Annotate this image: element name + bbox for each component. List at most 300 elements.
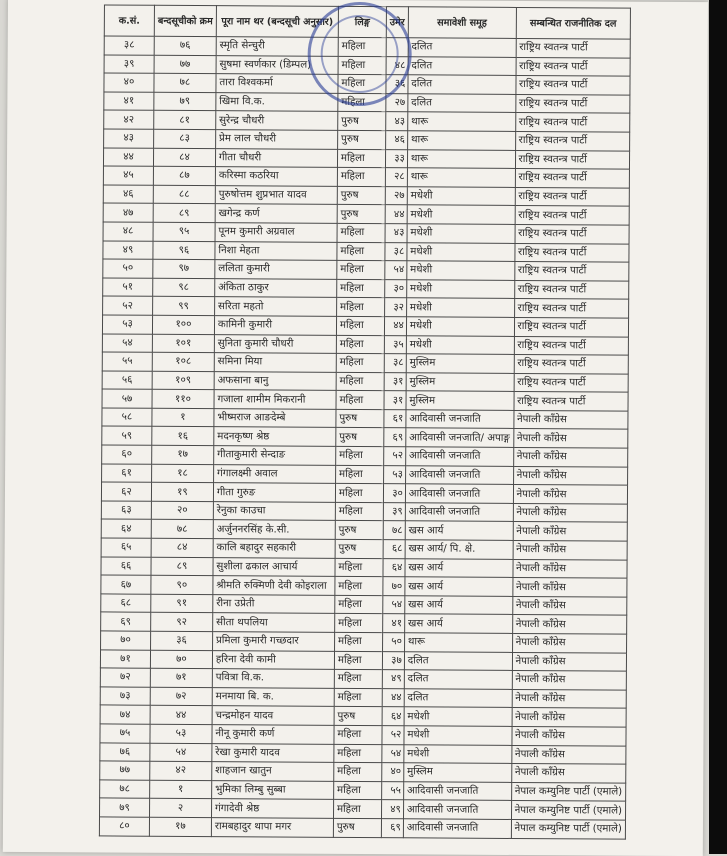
table-body	[99, 36, 630, 839]
serial-cell: ६६	[101, 557, 151, 576]
age-cell: ३७	[382, 651, 404, 670]
age-cell: ४३	[385, 224, 407, 243]
gender-cell: महिला	[334, 763, 382, 782]
name-cell: रामबहादुर थापा मगर	[211, 818, 333, 837]
list-order-cell: ९०	[151, 575, 213, 594]
party-cell: राष्ट्रिय स्वतन्त्र पार्टी	[514, 336, 629, 355]
age-cell: ५५	[382, 781, 404, 800]
name-cell: पुरुषोत्तम शुप्रभात यादव	[215, 185, 337, 204]
gender-cell: महिला	[335, 558, 383, 577]
gender-cell: महिला	[338, 37, 386, 56]
gender-cell: महिला	[336, 391, 384, 410]
list-order-cell: ८९	[153, 204, 215, 223]
name-cell: प्रेम लाल चौधरी	[215, 130, 337, 149]
party-cell: नेपाली काँग्रेस	[513, 466, 628, 485]
age-cell	[386, 38, 408, 57]
group-cell: आदिवासी जनजाति	[403, 800, 511, 819]
party-cell: राष्ट्रिय स्वतन्त्र पार्टी	[515, 169, 630, 188]
name-cell: कामिनी कुमारी	[214, 316, 336, 335]
gender-cell: महिला	[335, 465, 383, 484]
age-cell: ५२	[382, 726, 404, 745]
group-cell: मुस्लिम	[406, 391, 514, 410]
list-order-cell: ७७	[154, 55, 216, 74]
list-order-cell: ३६	[151, 631, 213, 650]
party-cell: नेपाली काँग्रेस	[513, 522, 628, 541]
party-cell: राष्ट्रिय स्वतन्त्र पार्टी	[515, 187, 630, 206]
table-row	[99, 817, 625, 839]
group-cell: आदिवासी जनजाति/ अपाङ्ग	[406, 428, 514, 447]
serial-cell: ७६	[100, 743, 150, 762]
list-order-cell: ९५	[153, 222, 215, 241]
serial-cell: ४९	[103, 240, 153, 259]
serial-cell: ७२	[100, 668, 150, 687]
party-cell: राष्ट्रिय स्वतन्त्र पार्टी	[516, 57, 631, 76]
name-cell: हरिना देवी कामी	[212, 650, 334, 669]
group-cell: आदिवासी जनजाति	[403, 782, 511, 801]
party-cell: राष्ट्रिय स्वतन्त्र पार्टी	[514, 262, 629, 281]
name-cell: सीता थपलिया	[213, 613, 335, 632]
name-cell: खिमा वि.क.	[216, 92, 338, 111]
header-full-name: पूरा नाम थर (बन्दसूची अनुसार)	[216, 6, 338, 38]
list-order-cell: ९६	[153, 241, 215, 260]
party-cell: राष्ट्रिय स्वतन्त्र पार्टी	[514, 243, 629, 262]
group-cell: मधेशी	[404, 726, 512, 745]
group-cell: दलित	[408, 56, 516, 75]
name-cell: समिना मिया	[214, 353, 336, 372]
name-cell: सरिता महतो	[214, 297, 336, 316]
serial-cell: ६५	[101, 538, 151, 557]
gender-cell: पुरुष	[336, 409, 384, 428]
group-cell: थारू	[404, 633, 512, 652]
party-cell: नेपाल कम्युनिष्ट पार्टी (एमाले)	[511, 819, 626, 838]
group-cell: थारू	[407, 149, 515, 168]
name-cell: अर्जुननरसिंह के.सी.	[213, 520, 335, 539]
gender-cell: पुरुष	[337, 186, 385, 205]
name-cell: सुरेन्द्र चौधरी	[216, 111, 338, 130]
age-cell: ५४	[382, 744, 404, 763]
list-order-cell: २०	[151, 501, 213, 520]
list-order-cell: ८४	[151, 538, 213, 557]
list-order-cell: ८८	[153, 185, 215, 204]
gender-cell: पुरुष	[335, 539, 383, 558]
name-cell: सुनिता कुमारी चौधरी	[214, 334, 336, 353]
serial-cell: ५१	[103, 278, 153, 297]
list-order-cell: ८७	[153, 166, 215, 185]
age-cell: ३६	[386, 75, 408, 94]
list-order-cell: १	[150, 780, 212, 799]
list-order-cell: ४२	[150, 761, 212, 780]
name-cell: पूनम कुमारी अग्रवाल	[215, 223, 337, 242]
list-order-cell: ७६	[154, 36, 216, 55]
age-cell: ३०	[385, 279, 407, 298]
age-cell: ७०	[383, 577, 405, 596]
group-cell: खस आर्य/ पि. क्षे.	[405, 540, 513, 559]
group-cell: मधेशी	[407, 224, 515, 243]
party-cell: नेपाली काँग्रेस	[512, 689, 627, 708]
party-cell: राष्ट्रिय स्वतन्त्र पार्टी	[515, 113, 630, 132]
age-cell: ४९	[382, 670, 404, 689]
party-cell: नेपाली काँग्रेस	[513, 410, 628, 429]
group-cell: मधेशी	[407, 242, 515, 261]
gender-cell: महिला	[337, 279, 385, 298]
gender-cell: महिला	[335, 577, 383, 596]
serial-cell: ५२	[103, 296, 153, 315]
name-cell: स्मृति सेन्चुरी	[216, 37, 338, 56]
age-cell: ३८	[384, 354, 406, 373]
list-order-cell: ५३	[150, 724, 212, 743]
party-cell: नेपाल कम्युनिष्ट पार्टी (एमाले)	[511, 801, 626, 820]
header-gender: लिङ्ग	[338, 6, 386, 37]
list-order-cell: ११०	[152, 390, 214, 409]
list-order-cell: १०८	[152, 352, 214, 371]
serial-cell: ३९	[104, 55, 154, 74]
age-cell: २७	[385, 186, 407, 205]
age-cell: ३८	[385, 242, 407, 261]
table-header-row	[104, 5, 630, 39]
name-cell: अफसाना बानु	[214, 371, 336, 390]
list-order-cell: ९२	[151, 613, 213, 632]
party-cell: राष्ट्रिय स्वतन्त्र पार्टी	[515, 76, 630, 95]
group-cell: आदिवासी जनजाति	[405, 465, 513, 484]
list-order-cell: ७२	[150, 687, 212, 706]
party-cell: नेपाली काँग्रेस	[513, 429, 628, 448]
party-cell: राष्ट्रिय स्वतन्त्र पार्टी	[515, 150, 630, 169]
name-cell: रीना उप्रेती	[213, 594, 335, 613]
group-cell: खस आर्य	[405, 521, 513, 540]
age-cell: ६४	[382, 707, 404, 726]
age-cell: ३२	[384, 298, 406, 317]
party-cell: नेपाल कम्युनिष्ट पार्टी (एमाले)	[511, 782, 626, 801]
group-cell: दलित	[408, 38, 516, 57]
serial-cell: ८०	[99, 817, 149, 836]
gender-cell: महिला	[334, 725, 382, 744]
serial-cell: ६४	[101, 519, 151, 538]
serial-cell: ६८	[101, 594, 151, 613]
age-cell: ५२	[384, 447, 406, 466]
gender-cell: महिला	[337, 242, 385, 261]
age-cell: ४४	[385, 205, 407, 224]
party-cell: राष्ट्रिय स्वतन्त्र पार्टी	[514, 317, 629, 336]
serial-cell: ४३	[104, 129, 154, 148]
age-cell: ४४	[382, 688, 404, 707]
name-cell: मदनकृष्ण श्रेष्ठ	[214, 427, 336, 446]
party-cell: नेपाली काँग्रेस	[512, 652, 627, 671]
candidate-table	[99, 4, 631, 839]
list-order-cell: ७१	[150, 668, 212, 687]
group-cell: आदिवासी जनजाति	[405, 447, 513, 466]
name-cell: गंगादेवी श्रेष्ठ	[211, 799, 333, 818]
serial-cell: ५५	[102, 352, 152, 371]
list-order-cell: १७	[152, 445, 214, 464]
party-cell: नेपाली काँग्रेस	[511, 764, 626, 783]
list-order-cell: ७८	[154, 73, 216, 92]
group-cell: थारू	[408, 112, 516, 131]
name-cell: श्रीमति रुक्मिणी देवी कोइराला	[213, 576, 335, 595]
group-cell: दलित	[408, 94, 516, 113]
gender-cell: महिला	[333, 800, 381, 819]
serial-cell: ७७	[100, 761, 150, 780]
list-order-cell: १	[152, 408, 214, 427]
serial-cell: ६७	[101, 575, 151, 594]
party-cell: नेपाली काँग्रेस	[513, 448, 628, 467]
name-cell: खगेन्द्र कर्ण	[215, 204, 337, 223]
list-order-cell: १०९	[152, 371, 214, 390]
name-cell: गीता चौधरी	[215, 148, 337, 167]
gender-cell: महिला	[336, 353, 384, 372]
name-cell: तारा विश्वकर्मा	[216, 74, 338, 93]
serial-cell: ६९	[101, 612, 151, 631]
group-cell: खस आर्य	[405, 596, 513, 615]
party-cell: राष्ट्रिय स्वतन्त्र पार्टी	[514, 373, 629, 392]
list-order-cell: ४४	[150, 706, 212, 725]
name-cell: प्रमिला कुमारी गच्छदार	[212, 632, 334, 651]
party-cell: नेपाली काँग्रेस	[512, 596, 627, 615]
list-order-cell: ७९	[154, 92, 216, 111]
gender-cell: महिला	[335, 484, 383, 503]
list-order-cell: ९८	[153, 278, 215, 297]
group-cell: दलित	[404, 670, 512, 689]
gender-cell: महिला	[338, 75, 386, 94]
age-cell: ६९	[384, 428, 406, 447]
serial-cell: ७९	[100, 798, 150, 817]
party-cell: नेपाली काँग्रेस	[512, 615, 627, 634]
name-cell: चन्द्रमोहन यादव	[212, 706, 334, 725]
serial-cell: ७०	[101, 631, 151, 650]
list-order-cell: ८१	[154, 111, 216, 130]
group-cell: थारू	[407, 168, 515, 187]
gender-cell: पुरुष	[335, 521, 383, 540]
group-cell: मधेशी	[407, 187, 515, 206]
party-cell: नेपाली काँग्रेस	[512, 633, 627, 652]
serial-cell: ४८	[103, 222, 153, 241]
age-cell: ३१	[384, 391, 406, 410]
age-cell: ३१	[384, 372, 406, 391]
list-order-cell: ५४	[150, 743, 212, 762]
party-cell: नेपाली काँग्रेस	[513, 559, 628, 578]
serial-cell: ६३	[101, 501, 151, 520]
party-cell: राष्ट्रिय स्वतन्त्र पार्टी	[515, 206, 630, 225]
party-cell: नेपाली काँग्रेस	[512, 708, 627, 727]
party-cell: नेपाली काँग्रेस	[513, 503, 628, 522]
document-page	[3, 0, 708, 856]
party-cell: राष्ट्रिय स्वतन्त्र पार्टी	[515, 94, 630, 113]
group-cell: मधेशी	[407, 205, 515, 224]
list-order-cell: ९७	[153, 259, 215, 278]
gender-cell: महिला	[334, 744, 382, 763]
party-cell: नेपाली काँग्रेस	[511, 726, 626, 745]
group-cell: मधेशी	[407, 280, 515, 299]
name-cell: गीता गुरुङ	[213, 483, 335, 502]
name-cell: गीताकुमारी सेन्दाङ	[214, 446, 336, 465]
age-cell: ६९	[381, 819, 403, 838]
name-cell: नीनू कुमारी कर्ण	[212, 725, 334, 744]
age-cell: ६४	[383, 558, 405, 577]
serial-cell: ५४	[102, 333, 152, 352]
list-order-cell: १६	[152, 427, 214, 446]
gender-cell: महिला	[336, 335, 384, 354]
serial-cell: ४५	[103, 166, 153, 185]
serial-cell: ४४	[103, 148, 153, 167]
serial-cell: ४६	[103, 185, 153, 204]
header-list-order: बन्दसूचीको क्रम	[154, 5, 216, 36]
party-cell: नेपाली काँग्रेस	[511, 745, 626, 764]
age-cell: ७८	[383, 521, 405, 540]
name-cell: ललिता कुमारी	[215, 260, 337, 279]
group-cell: मधेशी	[406, 335, 514, 354]
list-order-cell: १०१	[152, 334, 214, 353]
party-cell: राष्ट्रिय स्वतन्त्र पार्टी	[515, 131, 630, 150]
serial-cell: ४१	[104, 92, 154, 111]
serial-cell: ७३	[100, 687, 150, 706]
gender-cell: महिला	[336, 372, 384, 391]
list-order-cell: १७	[149, 817, 211, 836]
serial-cell: ५७	[102, 389, 152, 408]
name-cell: निशा मेहता	[215, 241, 337, 260]
name-cell: गजाला शामीम मिकरानी	[214, 390, 336, 409]
serial-cell: ६०	[102, 445, 152, 464]
party-cell: नेपाली काँग्रेस	[513, 485, 628, 504]
serial-cell: ५८	[102, 408, 152, 427]
group-cell: मधेशी	[406, 298, 514, 317]
serial-cell: ५०	[103, 259, 153, 278]
party-cell: राष्ट्रिय स्वतन्त्र पार्टी	[514, 355, 629, 374]
group-cell: मुस्लिम	[404, 763, 512, 782]
name-cell: पवित्रा वि.क.	[212, 669, 334, 688]
gender-cell: पुरुष	[338, 112, 386, 131]
gender-cell: पुरुष	[337, 130, 385, 149]
group-cell: मधेशी	[404, 744, 512, 763]
group-cell: खस आर्य	[405, 558, 513, 577]
name-cell: भुमिका लिम्बु सुब्बा	[212, 780, 334, 799]
list-order-cell: ८९	[151, 557, 213, 576]
age-cell: ३०	[383, 484, 405, 503]
gender-cell: पुरुष	[333, 818, 381, 837]
list-order-cell: ९१	[151, 594, 213, 613]
serial-cell: ३८	[104, 36, 154, 55]
list-order-cell: ७८	[151, 520, 213, 539]
list-order-cell: ८४	[153, 148, 215, 167]
party-cell: राष्ट्रिय स्वतन्त्र पार्टी	[516, 38, 631, 57]
name-cell: गंगालक्ष्मी अवाल	[213, 464, 335, 483]
name-cell: करिस्मा कठरिया	[215, 167, 337, 186]
party-cell: राष्ट्रिय स्वतन्त्र पार्टी	[514, 392, 629, 411]
gender-cell: महिला	[337, 149, 385, 168]
name-cell: मनमाया बि. क.	[212, 687, 334, 706]
gender-cell: पुरुष	[336, 428, 384, 447]
name-cell: भीष्मराज आङदेम्बे	[214, 409, 336, 428]
serial-cell: ७८	[100, 780, 150, 799]
age-cell: ४६	[385, 131, 407, 150]
group-cell: थारू	[407, 131, 515, 150]
age-cell: ४०	[382, 763, 404, 782]
gender-cell: महिला	[334, 688, 382, 707]
gender-cell: महिला	[334, 670, 382, 689]
serial-cell: ६१	[102, 464, 152, 483]
serial-cell: ६२	[101, 482, 151, 501]
serial-cell: ५६	[102, 371, 152, 390]
group-cell: मधेशी	[407, 261, 515, 280]
gender-cell: पुरुष	[334, 707, 382, 726]
party-cell: नेपाली काँग्रेस	[512, 671, 627, 690]
header-inclusive-group: समावेशी समूह	[408, 7, 516, 39]
photo-dark-edge	[709, 0, 727, 854]
group-cell: खस आर्य	[405, 577, 513, 596]
list-order-cell: १८	[152, 464, 214, 483]
gender-cell: महिला	[337, 223, 385, 242]
name-cell: शाहजान खातुन	[212, 762, 334, 781]
name-cell: सुषमा स्वर्णकार (डिम्पल)	[216, 55, 338, 74]
age-cell: ४१	[383, 614, 405, 633]
name-cell: कालि बहादुर सहकारी	[213, 539, 335, 558]
gender-cell: महिला	[336, 446, 384, 465]
age-cell: ३९	[383, 503, 405, 522]
age-cell: ६१	[384, 410, 406, 429]
list-order-cell: १९	[151, 482, 213, 501]
gender-cell: महिला	[335, 595, 383, 614]
list-order-cell: ७०	[150, 650, 212, 669]
serial-cell: ७५	[100, 724, 150, 743]
age-cell: ४४	[384, 317, 406, 336]
name-cell: रेनुका काउचा	[213, 501, 335, 520]
list-order-cell: २	[150, 799, 212, 818]
group-cell: आदिवासी जनजाति	[405, 484, 513, 503]
gender-cell: महिला	[338, 93, 386, 112]
group-cell: मधेशी	[404, 707, 512, 726]
header-serial: क.सं.	[104, 5, 154, 36]
age-cell: ३३	[385, 149, 407, 168]
group-cell: दलित	[408, 75, 516, 94]
group-cell: दलित	[404, 689, 512, 708]
gender-cell: महिला	[337, 168, 385, 187]
serial-cell: ७४	[100, 705, 150, 724]
gender-cell: महिला	[334, 651, 382, 670]
serial-cell: ७१	[100, 650, 150, 669]
list-order-cell: १००	[152, 315, 214, 334]
age-cell: ६८	[383, 540, 405, 559]
gender-cell: महिला	[335, 614, 383, 633]
age-cell: ५०	[382, 633, 404, 652]
serial-cell: ४७	[103, 203, 153, 222]
gender-cell: महिला	[336, 298, 384, 317]
group-cell: आदिवासी जनजाति	[405, 503, 513, 522]
group-cell: आदिवासी जनजाति	[403, 819, 511, 838]
header-political-party: सम्बन्धित राजनीतिक दल	[516, 7, 631, 39]
gender-cell: महिला	[337, 261, 385, 280]
list-order-cell: ८३	[154, 129, 216, 148]
serial-cell: ५३	[102, 315, 152, 334]
party-cell: राष्ट्रिय स्वतन्त्र पार्टी	[515, 224, 630, 243]
age-cell: ३५	[384, 335, 406, 354]
party-cell: नेपाली काँग्रेस	[512, 578, 627, 597]
age-cell: २७	[386, 93, 408, 112]
group-cell: दलित	[404, 651, 512, 670]
age-cell: ५४	[385, 261, 407, 280]
age-cell: ५४	[383, 595, 405, 614]
gender-cell: महिला	[334, 632, 382, 651]
group-cell: मुस्लिम	[406, 372, 514, 391]
group-cell: खस आर्य	[404, 614, 512, 633]
header-age: उमेर	[386, 7, 408, 38]
age-cell: ४३	[386, 112, 408, 131]
age-cell: ५३	[383, 465, 405, 484]
name-cell: सुशीला ढकाल आचार्य	[213, 557, 335, 576]
age-cell: २८	[385, 168, 407, 187]
group-cell: आदिवासी जनजाति	[406, 410, 514, 429]
serial-cell: ५९	[102, 426, 152, 445]
gender-cell: महिला	[338, 56, 386, 75]
gender-cell: महिला	[334, 781, 382, 800]
name-cell: रेखा कुमारी यादव	[212, 743, 334, 762]
